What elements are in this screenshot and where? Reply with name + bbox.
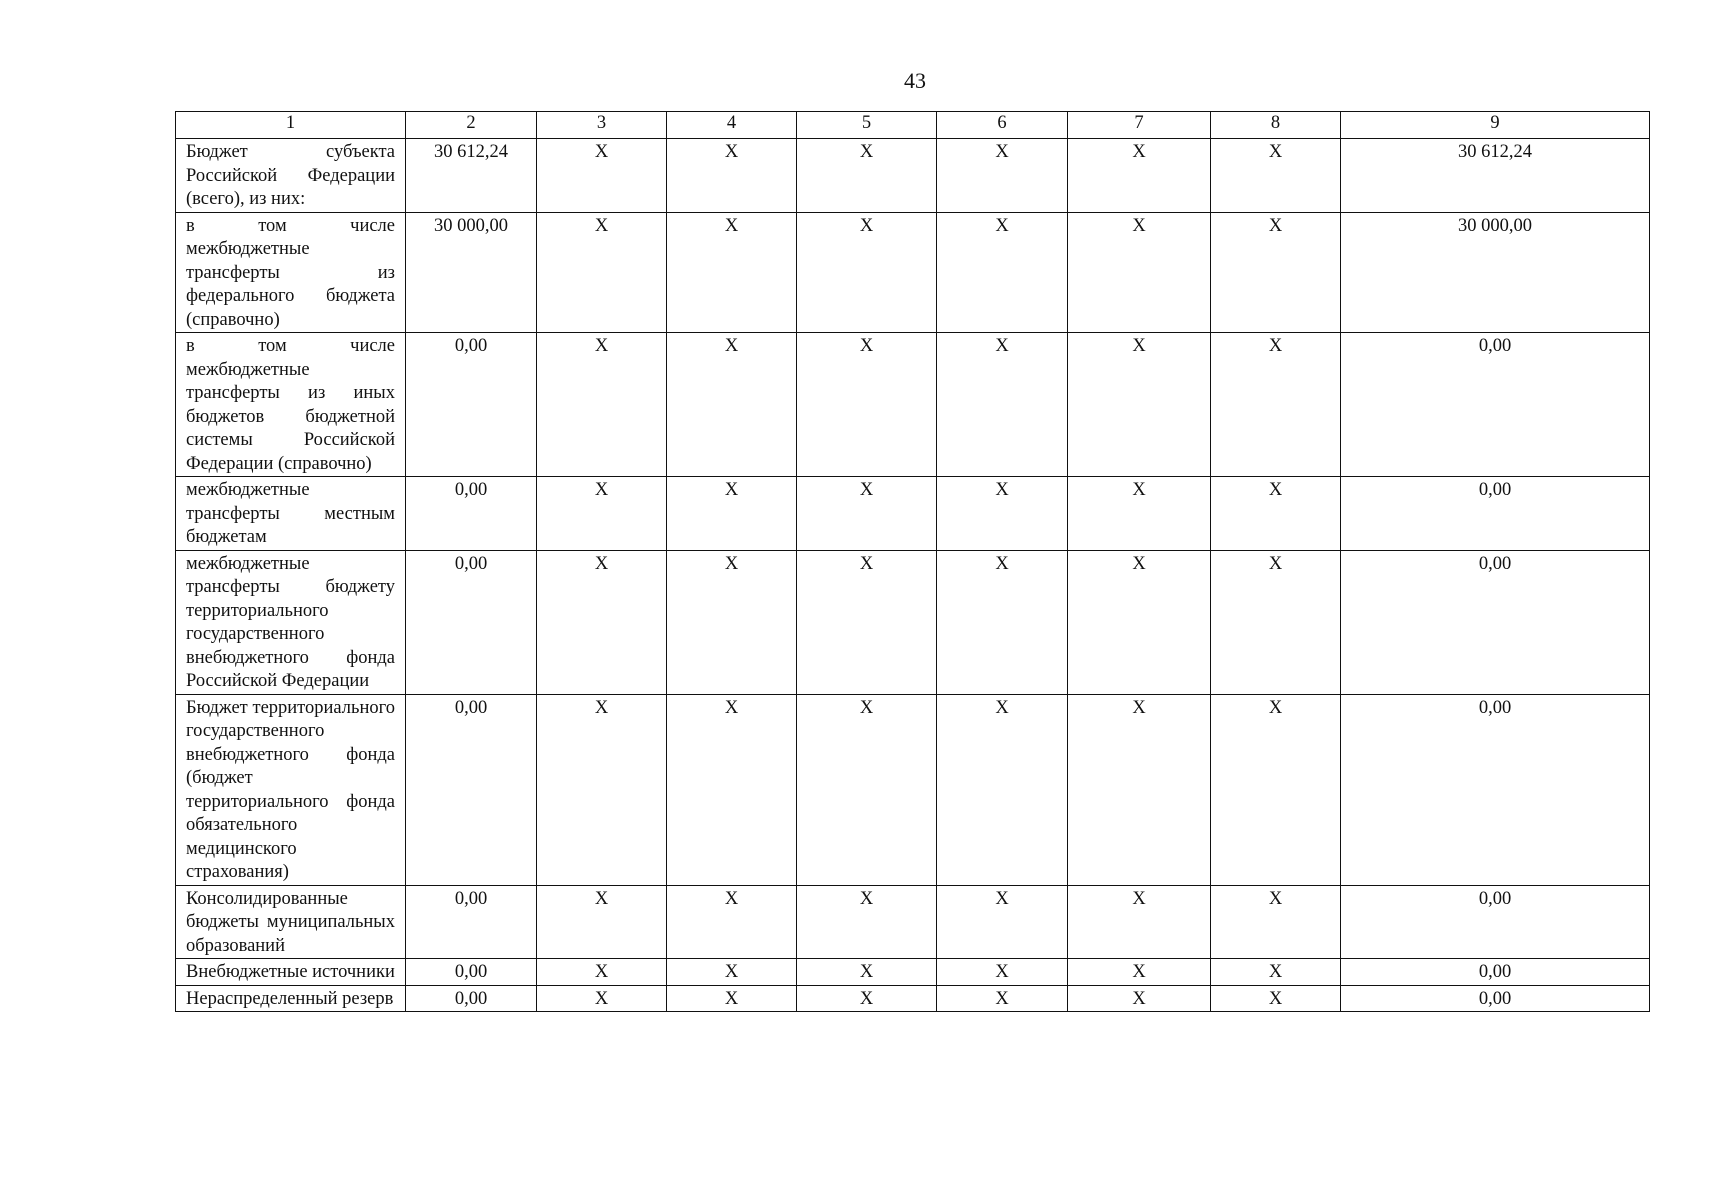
row-label: в том числе межбюджетные трансферты из иных бюджетов бюджетной системы Российской Федерации (справочно) — [176, 333, 406, 477]
x-cell: X — [1068, 333, 1211, 477]
row-label: Бюджет субъекта Российской Федерации (всего), из них: — [176, 139, 406, 213]
x-cell: X — [1211, 212, 1341, 333]
x-cell: X — [1211, 333, 1341, 477]
x-cell: X — [667, 550, 797, 694]
x-cell: X — [1211, 985, 1341, 1012]
x-cell: X — [797, 985, 937, 1012]
column-header: 8 — [1211, 112, 1341, 139]
table-row — [176, 694, 1650, 885]
x-cell: X — [937, 333, 1068, 477]
x-cell: X — [1211, 477, 1341, 551]
x-cell: X — [937, 477, 1068, 551]
column-header: 2 — [406, 112, 537, 139]
row-label: Внебюджетные источники — [176, 959, 406, 986]
header-row — [176, 112, 1650, 139]
x-cell: X — [797, 959, 937, 986]
x-cell: X — [1211, 550, 1341, 694]
x-cell: X — [797, 885, 937, 959]
x-cell: X — [937, 885, 1068, 959]
x-cell: X — [537, 694, 667, 885]
x-cell: X — [537, 885, 667, 959]
x-cell: X — [797, 477, 937, 551]
x-cell: X — [667, 885, 797, 959]
x-cell: X — [937, 139, 1068, 213]
x-cell: X — [797, 212, 937, 333]
budget-table — [175, 111, 1650, 1012]
x-cell: X — [537, 959, 667, 986]
page-number: 43 — [904, 68, 926, 93]
table-row — [176, 139, 1650, 213]
table-row — [176, 550, 1650, 694]
x-cell: X — [667, 333, 797, 477]
x-cell: X — [937, 212, 1068, 333]
amount-cell: 0,00 — [1341, 885, 1650, 959]
column-header: 3 — [537, 112, 667, 139]
x-cell: X — [537, 477, 667, 551]
amount-cell: 0,00 — [406, 477, 537, 551]
amount-cell: 30 000,00 — [1341, 212, 1650, 333]
x-cell: X — [667, 212, 797, 333]
x-cell: X — [667, 694, 797, 885]
row-label: межбюджетные трансферты местным бюджетам — [176, 477, 406, 551]
x-cell: X — [1068, 477, 1211, 551]
x-cell: X — [537, 985, 667, 1012]
x-cell: X — [1068, 885, 1211, 959]
x-cell: X — [1211, 885, 1341, 959]
x-cell: X — [1068, 694, 1211, 885]
x-cell: X — [667, 959, 797, 986]
amount-cell: 30 612,24 — [406, 139, 537, 213]
amount-cell: 30 612,24 — [1341, 139, 1650, 213]
x-cell: X — [667, 985, 797, 1012]
x-cell: X — [937, 694, 1068, 885]
column-header: 4 — [667, 112, 797, 139]
x-cell: X — [537, 212, 667, 333]
table-row — [176, 212, 1650, 333]
x-cell: X — [937, 985, 1068, 1012]
row-label: Нераспределенный резерв — [176, 985, 406, 1012]
column-header: 1 — [176, 112, 406, 139]
x-cell: X — [667, 139, 797, 213]
table-row — [176, 333, 1650, 477]
table-header — [176, 112, 1650, 139]
row-label: в том числе межбюджетные трансферты из федерального бюджета (справочно) — [176, 212, 406, 333]
amount-cell: 0,00 — [406, 550, 537, 694]
x-cell: X — [667, 477, 797, 551]
amount-cell: 0,00 — [406, 885, 537, 959]
column-header: 7 — [1068, 112, 1211, 139]
column-header: 6 — [937, 112, 1068, 139]
x-cell: X — [1068, 959, 1211, 986]
x-cell: X — [537, 550, 667, 694]
column-header: 5 — [797, 112, 937, 139]
x-cell: X — [797, 550, 937, 694]
amount-cell: 0,00 — [1341, 333, 1650, 477]
x-cell: X — [1068, 550, 1211, 694]
amount-cell: 0,00 — [406, 985, 537, 1012]
table-row — [176, 885, 1650, 959]
amount-cell: 0,00 — [1341, 550, 1650, 694]
amount-cell: 0,00 — [1341, 694, 1650, 885]
x-cell: X — [1068, 139, 1211, 213]
x-cell: X — [797, 139, 937, 213]
amount-cell: 0,00 — [406, 959, 537, 986]
x-cell: X — [1211, 959, 1341, 986]
amount-cell: 30 000,00 — [406, 212, 537, 333]
x-cell: X — [1211, 694, 1341, 885]
amount-cell: 0,00 — [1341, 477, 1650, 551]
amount-cell: 0,00 — [406, 333, 537, 477]
x-cell: X — [937, 959, 1068, 986]
x-cell: X — [537, 333, 667, 477]
x-cell: X — [797, 333, 937, 477]
row-label: Бюджет территориального государственного внебюджетного фонда (бюджет территориального фонда обязательного медицинского страхования) — [176, 694, 406, 885]
table-row — [176, 959, 1650, 986]
amount-cell: 0,00 — [1341, 959, 1650, 986]
column-header: 9 — [1341, 112, 1650, 139]
amount-cell: 0,00 — [406, 694, 537, 885]
x-cell: X — [1068, 212, 1211, 333]
table-body — [176, 139, 1650, 1012]
x-cell: X — [797, 694, 937, 885]
x-cell: X — [537, 139, 667, 213]
x-cell: X — [1211, 139, 1341, 213]
table-row — [176, 477, 1650, 551]
table-row — [176, 985, 1650, 1012]
amount-cell: 0,00 — [1341, 985, 1650, 1012]
x-cell: X — [1068, 985, 1211, 1012]
row-label: Консолидированные бюджеты муниципальных образований — [176, 885, 406, 959]
x-cell: X — [937, 550, 1068, 694]
row-label: межбюджетные трансферты бюджету территориального государственного внебюджетного фонда Российской Федерации — [176, 550, 406, 694]
